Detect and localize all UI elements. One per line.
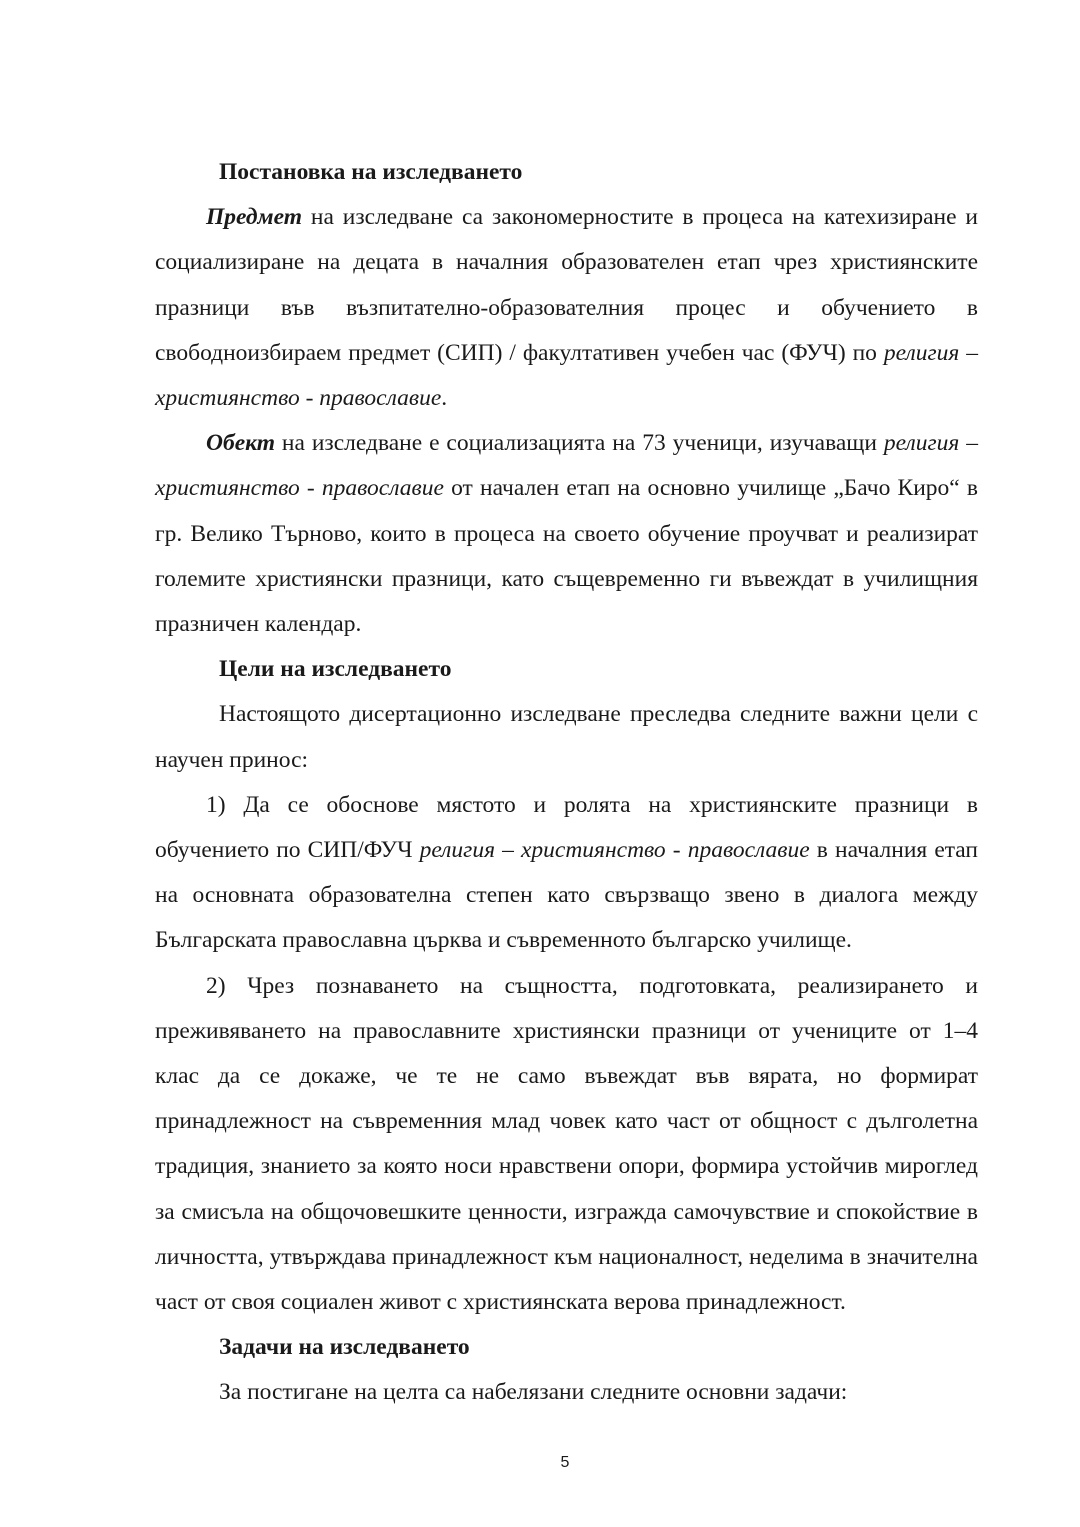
paragraph-goal-1: [155, 783, 978, 964]
page-number: 5: [560, 1454, 570, 1471]
paragraph-subject: [155, 195, 978, 421]
paragraph-goal-2: 2) Чрез познаването на същността, подготовката, реализирането и преживяването на православните християнски празници от учениците от 1–4 клас да се докаже, че те не само въвеждат във вярата, но формират принадлежност на съвременния млад човек като част от общност с дълголетна традиция, знанието за която носи нравствени опори, формира устойчив мироглед за смисъла на общочовешките ценности, изгражда самочувствие и спокойствие в личността, утвърждава принадлежност към националност, неделима в значителна част от своя социален живот с християнската верова принадлежност.: [155, 972, 978, 1316]
paragraph-object-discipline: религия – християнство - православие: [155, 430, 978, 502]
paragraph-subject-discipline: религия – християнство - православие: [155, 339, 978, 412]
paragraph-tasks-intro: За постигане на целта са набелязани следните основни задачи:: [219, 1379, 848, 1406]
goal-1-text: 1) Да се обоснове мястото и ролята на християнските празници в обучението по СИП/ФУЧ: [155, 791, 978, 864]
paragraph-object-text: на изследване е социализацията на 73 ученици, изучаващи: [275, 430, 884, 457]
paragraph-object: [155, 421, 978, 647]
section-heading-tasks: Задачи на изследването: [219, 1334, 470, 1361]
paragraph-goals-intro: Настоящото дисертационно изследване преследва следните важни цели с научен принос:: [155, 701, 978, 773]
paragraph-subject-end: .: [441, 385, 448, 412]
term-subject: Предмет: [206, 204, 303, 231]
paragraph-subject-text: на изследване са закономерностите в процеса на катехизиране и социализиране на децата в началния образователен етап чрез християнските празници във възпитателно-образователния процес и обучението в свободноизбираем предмет (СИП) / факултативен учебен час (ФУЧ) по: [155, 204, 978, 366]
section-heading-goals: Цели на изследването: [219, 656, 452, 683]
paragraph-object-end: от начален етап на основно училище „Бачо Киро“ в гр. Велико Търново, които в процеса на своето обучение проучват и реализират големите християнски празници, като същевременно ги въвеждат в училищния празничен календар.: [155, 475, 978, 638]
goal-1-end: в началния етап на основната образователна степен като свързващо звено в диалога между Българската православна църква и съвременното българско училище.: [155, 837, 979, 954]
page-content: [155, 150, 978, 1416]
term-object: Обект: [206, 430, 276, 457]
section-heading-setup: Постановка на изследването: [219, 159, 523, 185]
goal-1-discipline: религия – християнство - православие: [419, 837, 810, 864]
